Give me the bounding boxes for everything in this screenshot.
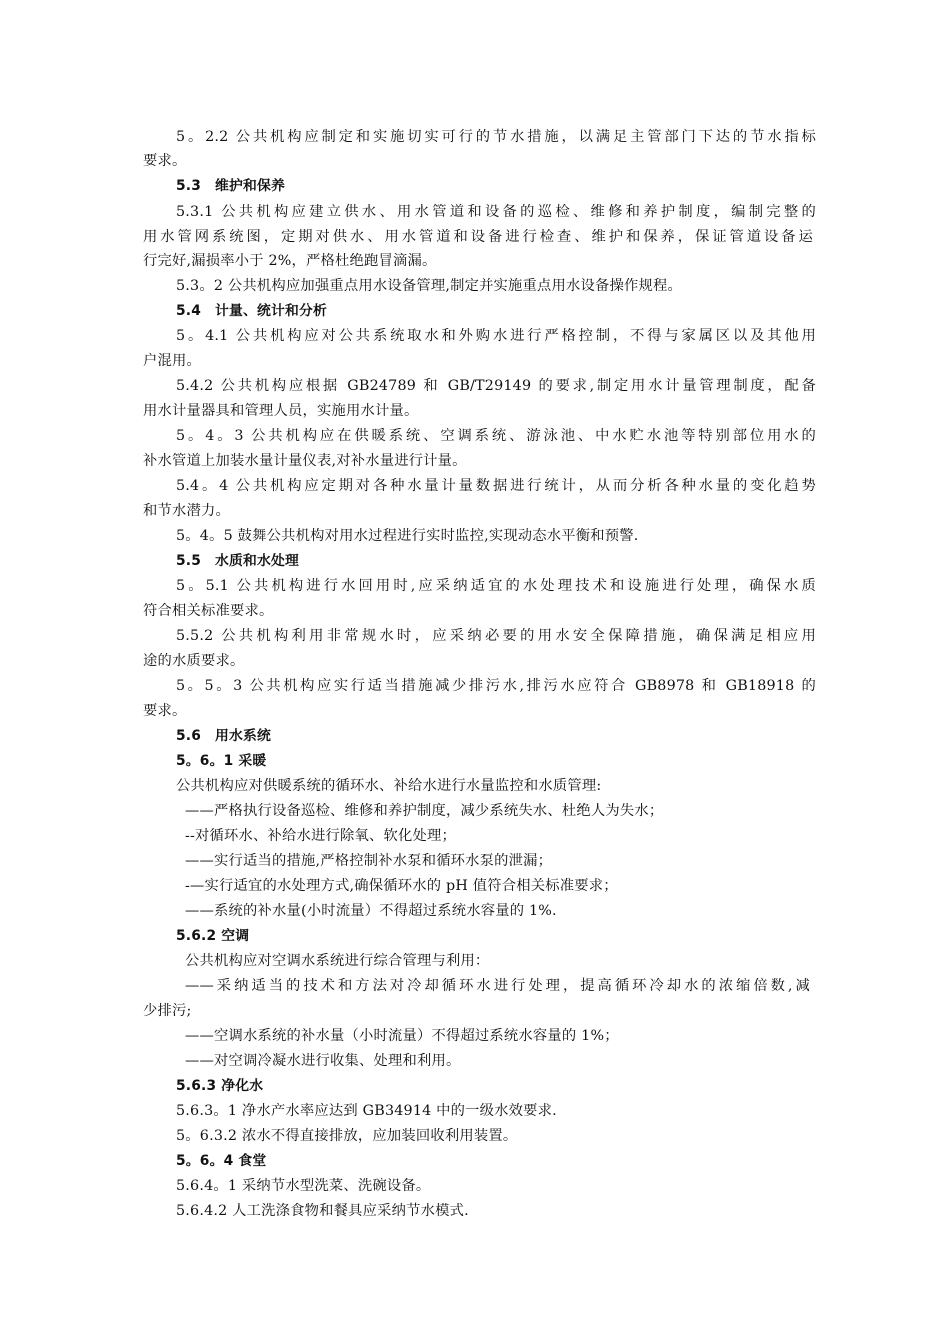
list-item: --对循环水、补给水进行除氧、软化处理；: [185, 828, 457, 844]
text-line: 用水管网系统图，定期对供水、用水管道和设备进行检查、维护和保养，保证管道设备运: [143, 229, 813, 245]
text-line: 5。6.3.2 浓水不得直接排放，应加装回收利用装置。: [176, 1128, 518, 1144]
text-line: 5。5。3 公共机构应实行适当措施减少排污水,排污水应符合 GB8978 和 GB18918 的: [176, 678, 816, 694]
text-line: 符合相关标准要求。: [143, 603, 274, 619]
text-line: 5。4.1 公共机构应对公共系统取水和外购水进行严格控制，不得与家属区以及其他用: [176, 328, 816, 344]
text-line: 要求。: [143, 153, 187, 169]
subsection-heading: 5。6。1 采暖: [176, 753, 267, 769]
subsection-heading: 5.6.3 净化水: [176, 1078, 264, 1094]
text-line: 5.4.2 公共机构应根据 GB24789 和 GB/T29149 的要求,制定用水计量管理制度，配备: [176, 378, 816, 394]
section-heading: 5.3 维护和保养: [176, 178, 286, 194]
text-line: 户混用。: [143, 353, 201, 369]
text-line: 补水管道上加装水量计量仪表,对补水量进行计量。: [143, 453, 467, 469]
text-line: 途的水质要求。: [143, 653, 245, 669]
text-line: 用水计量器具和管理人员，实施用水计量。: [143, 403, 419, 419]
text-line: 5.6.4。1 采纳节水型洗菜、洗碗设备。: [176, 1178, 431, 1194]
text-line: 5.6.4.2 人工洗涤食物和餐具应采纳节水模式.: [176, 1203, 469, 1219]
list-item: -—实行适宜的水处理方式,确保循环水的 pH 值符合相关标准要求；: [185, 878, 618, 894]
text-line: 行完好,漏损率小于 2%，严格杜绝跑冒滴漏。: [143, 253, 437, 269]
section-heading: 5.4 计量、统计和分析: [176, 303, 328, 319]
list-item: ——实行适当的措施,严格控制补水泵和循环水泵的泄漏；: [185, 853, 553, 869]
text-line: 5。4。5 鼓舞公共机构对用水过程进行实时监控,实现动态水平衡和预警.: [176, 528, 639, 544]
list-item: ——系统的补水量(小时流量）不得超过系统水容量的 1%.: [185, 903, 557, 919]
section-heading: 5.6 用水系统: [176, 728, 272, 744]
text-line: 5。5.1 公共机构进行水回用时,应采纳适宜的水处理技术和设施进行处理，确保水质: [176, 578, 816, 594]
text-line: 5.3。2 公共机构应加强重点用水设备管理,制定并实施重点用水设备操作规程。: [176, 278, 683, 294]
text-line: 5.5.2 公共机构利用非常规水时，应采纳必要的用水安全保障措施，确保满足相应用: [176, 628, 816, 644]
text-line: 少排污;: [143, 1003, 192, 1019]
section-heading: 5.5 水质和水处理: [176, 553, 300, 569]
text-line: 和节水潜力。: [143, 503, 230, 519]
text-line: 公共机构应对供暖系统的循环水、补给水进行水量监控和水质管理:: [176, 778, 602, 794]
text-line: 5.6.3。1 净水产水率应达到 GB34914 中的一级水效要求.: [176, 1103, 557, 1119]
subsection-heading: 5。6。4 食堂: [176, 1153, 267, 1169]
list-item: ——采纳适当的技术和方法对冷却循环水进行处理，提高循环冷却水的浓缩倍数,减: [185, 978, 810, 994]
list-item: ——空调水系统的补水量（小时流量）不得超过系统水容量的 1%；: [185, 1028, 619, 1044]
text-line: 5.4。4 公共机构应定期对各种水量计量数据进行统计，从而分析各种水量的变化趋势: [176, 478, 816, 494]
text-line: 要求。: [143, 703, 187, 719]
text-line: 公共机构应对空调水系统进行综合管理与利用：: [185, 953, 490, 969]
text-line: 5。4。3 公共机构应在供暖系统、空调系统、游泳池、中水贮水池等特别部位用水的: [176, 428, 816, 444]
list-item: ——严格执行设备巡检、维修和养护制度，减少系统失水、杜绝人为失水；: [185, 803, 664, 819]
list-item: ——对空调冷凝水进行收集、处理和利用。: [185, 1053, 461, 1069]
subsection-heading: 5.6.2 空调: [176, 928, 250, 944]
text-line: 5。2.2 公共机构应制定和实施切实可行的节水措施，以满足主管部门下达的节水指标: [176, 129, 816, 145]
text-line: 5.3.1 公共机构应建立供水、用水管道和设备的巡检、维修和养护制度，编制完整的: [176, 204, 816, 220]
